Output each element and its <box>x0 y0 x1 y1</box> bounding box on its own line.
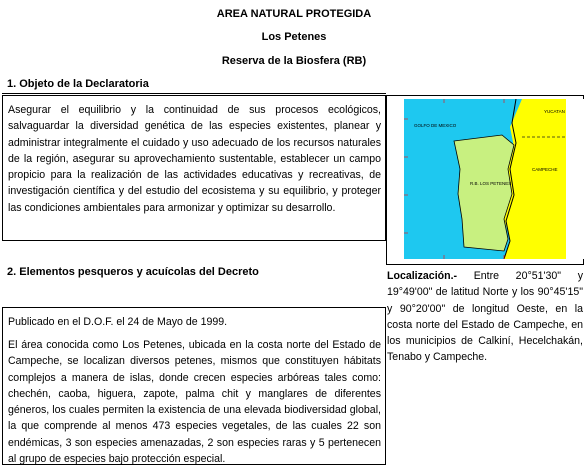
location-label: Localización.- <box>387 270 458 282</box>
location-map <box>404 99 588 259</box>
decree-box <box>2 307 386 465</box>
map-panel <box>386 95 584 265</box>
reserve-polygon <box>454 135 514 251</box>
document-category: Reserva de la Biosfera (RB) <box>221 55 367 67</box>
decree-text: El área conocida como Los Petenes, ubicada en la costa norte del Estado de Campeche, se localizan diversos petenes, mismos que constituyen hábitats complejos a manera de islas, donde crecen especies arbóreas tales como: chechén, caoba, higuera, zapote, palma chit y manglares de diferentes géneros, los cuales permiten la existencia de una elevada biodiversidad global, la que comprende al menos 473 especies vegetales, de las cuales 22 son endémicas, 3 son especies amenazadas, 2 son especies raras y 5 pertenecen al grupo de especies bajo protección especial. <box>8 339 381 466</box>
section-1-rule <box>2 93 386 94</box>
location-block <box>387 268 583 366</box>
publication-text: Publicado en el D.O.F. el 24 de Mayo de 1999. <box>8 316 228 328</box>
objective-box <box>2 95 386 241</box>
map-label-gulf: GOLFO DE MEXICO <box>414 123 457 128</box>
map-label-reserve: R.B. LOS PETENES <box>470 181 512 186</box>
section-1-heading: 1. Objeto de la Declaratoria <box>7 78 149 90</box>
map-label-yucatan: YUCATAN <box>544 109 565 114</box>
map-label-campeche: CAMPECHE <box>532 167 558 172</box>
objective-text: Asegurar el equilibrio y la continuidad de sus procesos ecológicos, salvaguardar la diversidad genética de las especies existentes, planear y administrar integralmente el cuidado y uso adecuado de los recursos naturales de la región, asegurar su aprovechamiento sustentable, establecer un campo propicio para la realización de las actividades educativas y recreativas, de investigación científica y del estudio del ecosistema y su equilibrio, y proteger las condiciones ambientales para armonizar y optimizar su desarrollo. <box>8 104 381 214</box>
map-margin <box>566 99 588 259</box>
location-text: Entre 20°51'30" y 19°49'00" de latitud Norte y los 90°45'15" y 90°20'00" de longitud Oeste, en la costa norte del Estado de Campeche, en los municipios de Calkiní, Hecelchakán, Tenabo y Campeche. <box>387 270 583 364</box>
document-subtitle: Los Petenes <box>261 31 327 43</box>
yucatan-land <box>522 99 566 137</box>
document-title: AREA NATURAL PROTEGIDA <box>216 8 372 20</box>
section-2-heading: 2. Elementos pesqueros y acuícolas del Decreto <box>7 266 259 278</box>
